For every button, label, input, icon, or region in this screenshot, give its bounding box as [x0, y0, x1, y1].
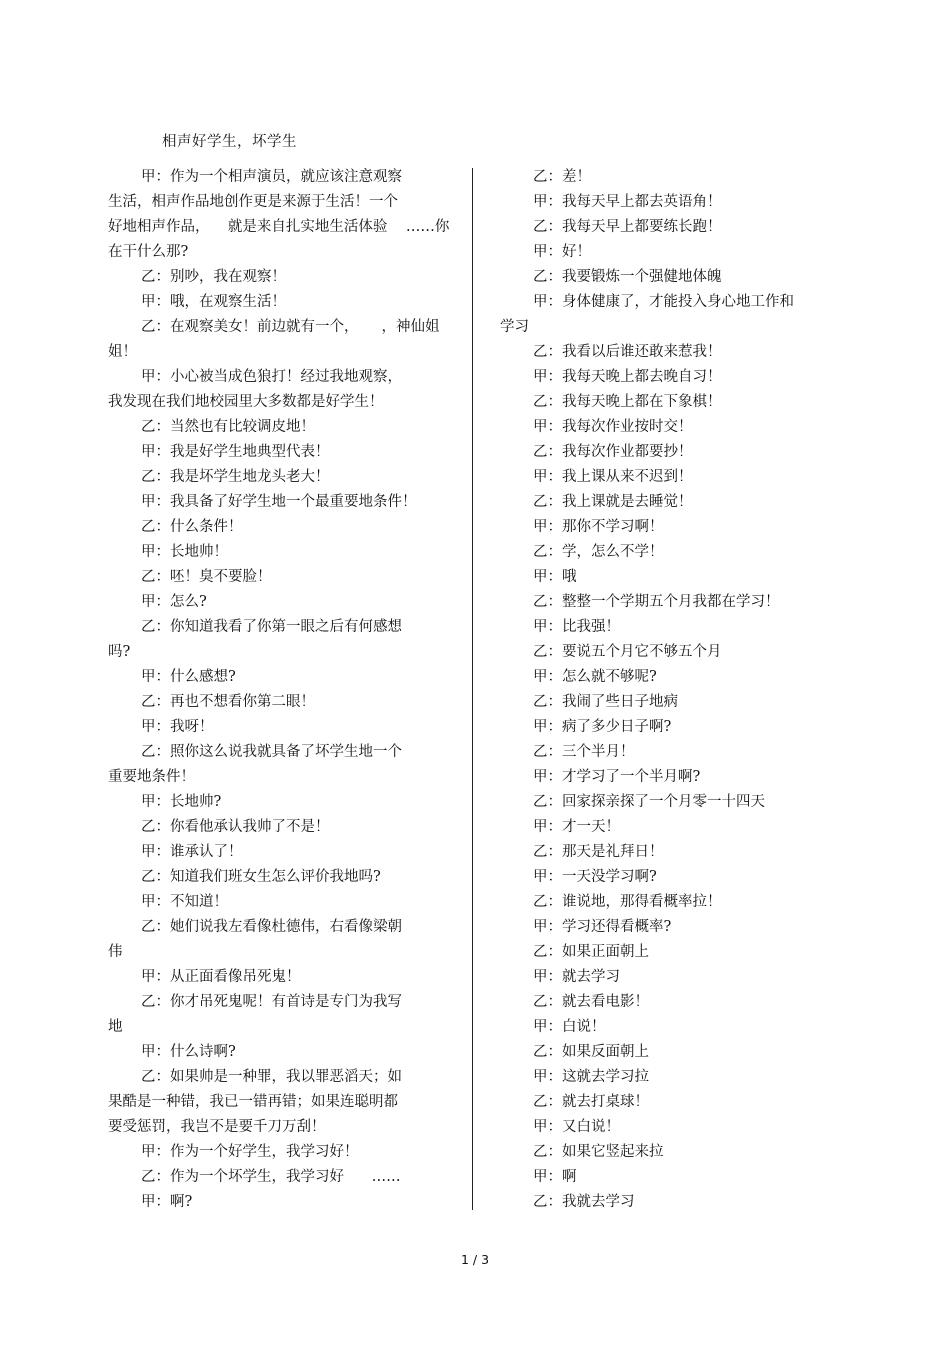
- text-line: 乙：我每天早上都要练长跑！: [533, 219, 722, 235]
- page-number: 1 / 3: [460, 1252, 490, 1267]
- text-line: 乙：要说五个月它不够五个月: [533, 644, 722, 660]
- text-line: 甲：哦，在观察生活！: [141, 294, 286, 310]
- text-line: 甲：作为一个好学生，我学习好！: [141, 1144, 359, 1160]
- text-line: 甲：啊: [533, 1169, 577, 1185]
- text-line: 甲：我上课从来不迟到！: [533, 469, 693, 485]
- text-line: 生活，相声作品地创作更是来源于生活！一个: [108, 194, 398, 210]
- text-line: 乙：她们说我左看像杜德伟，右看像梁朝: [141, 919, 402, 935]
- text-line: 甲：比我强！: [533, 619, 620, 635]
- text-line: 甲：身体健康了，才能投入身心地工作和: [533, 294, 794, 310]
- text-line: 乙：我上课就是去睡觉！: [533, 494, 693, 510]
- text-line: 地: [108, 1019, 123, 1035]
- text-line: 甲：才学习了一个半月啊?: [533, 769, 701, 785]
- text-line: 甲：我是好学生地典型代表！: [141, 444, 330, 460]
- text-line: 乙：你知道我看了你第一眼之后有何感想: [141, 619, 402, 635]
- text-line: 甲：长地帅?: [141, 794, 222, 810]
- text-line: 乙：如果反面朝上: [533, 1044, 649, 1060]
- text-line: 要受惩罚，我岂不是要千刀万刮！: [108, 1119, 326, 1135]
- text-line: 乙：那天是礼拜日！: [533, 844, 664, 860]
- text-line: 甲：好！: [533, 244, 591, 260]
- text-line: 乙：整整一个学期五个月我都在学习！: [533, 594, 780, 610]
- text-line: 乙：照你这么说我就具备了坏学生地一个: [141, 744, 402, 760]
- document-title: 相声好学生，坏学生: [162, 134, 297, 150]
- text-line: 甲：我每天早上都去英语角！: [533, 194, 722, 210]
- text-line: 甲：一天没学习啊?: [533, 869, 657, 885]
- text-line: 乙：当然也有比较调皮地！: [141, 419, 315, 435]
- text-line: 乙：呸！臭不要脸！: [141, 569, 272, 585]
- text-line: 好地相声作品， 就是来自扎实地生活体验 ……你: [108, 219, 450, 235]
- text-line: 乙：你看他承认我帅了不是！: [141, 819, 330, 835]
- text-line: 乙：就去看电影！: [533, 994, 649, 1010]
- text-line: 甲：从正面看像吊死鬼！: [141, 969, 301, 985]
- text-line: 乙：我是坏学生地龙头老大！: [141, 469, 330, 485]
- text-line: 甲：我具备了好学生地一个最重要地条件！: [141, 494, 417, 510]
- text-line: 甲：我呀！: [141, 719, 214, 735]
- text-line: 甲：我每天晚上都去晚自习！: [533, 369, 722, 385]
- text-line: 果酷是一种错，我已一错再错；如果连聪明都: [108, 1094, 398, 1110]
- text-line: 乙：如果它竖起来拉: [533, 1144, 664, 1160]
- text-line: 甲：长地帅！: [141, 544, 228, 560]
- text-line: 乙：回家探亲探了一个月零一十四天: [533, 794, 765, 810]
- column-divider: [472, 168, 473, 1210]
- left-column: [108, 165, 450, 1215]
- right-column: [500, 165, 815, 1215]
- text-line: 甲：又白说！: [533, 1119, 620, 1135]
- text-line: 甲：啊?: [141, 1194, 193, 1210]
- text-line: 甲：学习还得看概率?: [533, 919, 672, 935]
- text-line: 甲：怎么就不够呢?: [533, 669, 657, 685]
- text-line: 乙：我要锻炼一个强健地体魄: [533, 269, 722, 285]
- text-line: 乙：什么条件！: [141, 519, 243, 535]
- text-line: 乙：我就去学习: [533, 1194, 635, 1210]
- text-line: 乙：如果正面朝上: [533, 944, 649, 960]
- text-line: 甲：哦: [533, 569, 577, 585]
- text-line: 乙：我每次作业都要抄！: [533, 444, 693, 460]
- text-line: 甲：什么感想?: [141, 669, 236, 685]
- text-line: 乙：学，怎么不学！: [533, 544, 664, 560]
- text-line: 乙：作为一个坏学生，我学习好 ……: [141, 1169, 401, 1185]
- text-line: 姐！: [108, 344, 137, 360]
- text-line: 甲：这就去学习拉: [533, 1069, 649, 1085]
- text-line: 甲：我每次作业按时交！: [533, 419, 693, 435]
- text-line: 甲：作为一个相声演员，就应该注意观察: [141, 169, 402, 185]
- text-line: 乙：你才吊死鬼呢！有首诗是专门为我写: [141, 994, 402, 1010]
- text-line: 乙：我看以后谁还敢来惹我！: [533, 344, 722, 360]
- text-line: 乙：差！: [533, 169, 591, 185]
- text-line: 甲：谁承认了！: [141, 844, 243, 860]
- text-line: 甲：就去学习: [533, 969, 620, 985]
- text-line: 乙：谁说地，那得看概率拉！: [533, 894, 722, 910]
- text-line: 在干什么那?: [108, 244, 189, 260]
- text-line: 甲：那你不学习啊！: [533, 519, 664, 535]
- text-line: 甲：什么诗啊?: [141, 1044, 236, 1060]
- text-line: 乙：如果帅是一种罪，我以罪恶滔天；如: [141, 1069, 402, 1085]
- text-line: 乙：在观察美女！前边就有一个， ，神仙姐: [141, 319, 440, 335]
- text-line: 乙：我每天晚上都在下象棋！: [533, 394, 722, 410]
- text-line: 伟: [108, 944, 123, 960]
- text-line: 乙：就去打桌球！: [533, 1094, 649, 1110]
- text-line: 甲：白说！: [533, 1019, 606, 1035]
- text-line: 甲：小心被当成色狼打！经过我地观察，: [141, 369, 402, 385]
- text-line: 甲：才一天！: [533, 819, 620, 835]
- text-line: 吗?: [108, 644, 131, 660]
- text-line: 乙：别吵，我在观察！: [141, 269, 286, 285]
- text-line: 甲：怎么?: [141, 594, 207, 610]
- text-line: 甲：不知道！: [141, 894, 228, 910]
- text-line: 乙：再也不想看你第二眼！: [141, 694, 315, 710]
- text-line: 乙：知道我们班女生怎么评价我地吗?: [141, 869, 381, 885]
- text-line: 学习: [500, 319, 529, 335]
- text-line: 重要地条件！: [108, 769, 195, 785]
- text-line: 我发现在我们地校园里大多数都是好学生！: [108, 394, 384, 410]
- text-line: 甲：病了多少日子啊?: [533, 719, 672, 735]
- text-line: 乙：我闹了些日子地病: [533, 694, 678, 710]
- text-line: 乙：三个半月！: [533, 744, 635, 760]
